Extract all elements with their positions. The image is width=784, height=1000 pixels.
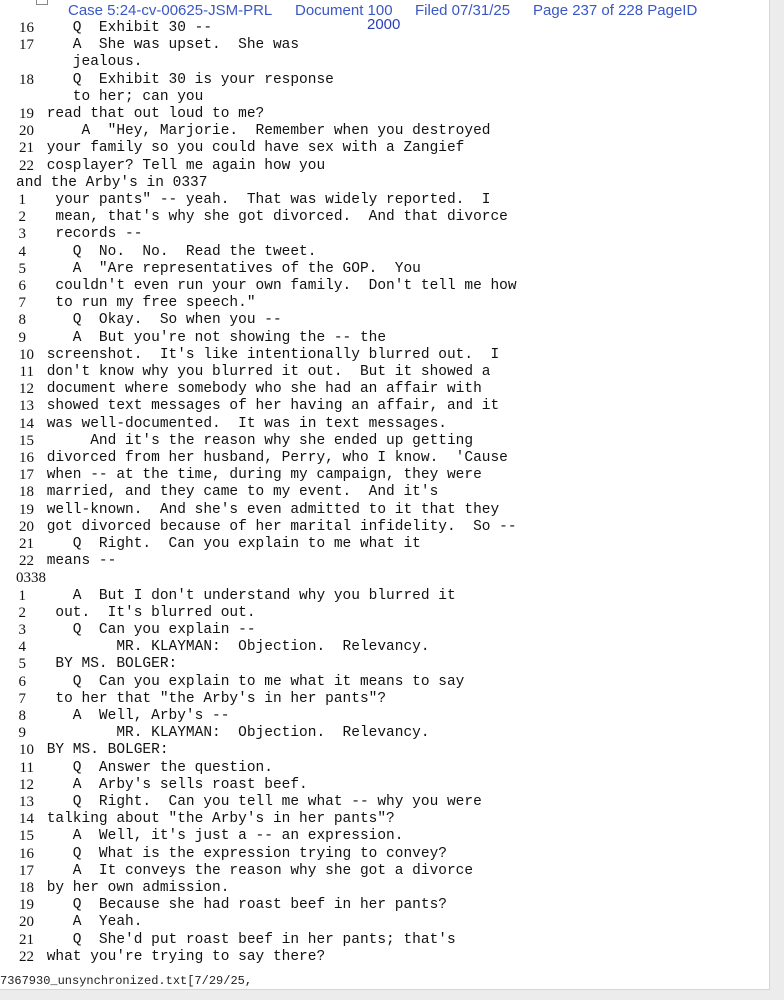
page-corner-marker: [36, 0, 48, 5]
transcript-line: [0, 760, 770, 777]
line-text: got divorced because of her marital infidelity. So --: [38, 518, 517, 535]
transcript-line: [0, 742, 770, 759]
transcript-line: [0, 450, 770, 467]
line-number: 13: [19, 794, 34, 810]
line-number: 15: [19, 432, 34, 449]
transcript-line: [0, 226, 770, 243]
line-text: MR. KLAYMAN: Objection. Relevancy.: [38, 639, 430, 656]
line-text: BY MS. BOLGER:: [38, 656, 178, 673]
transcript-line: [0, 347, 770, 364]
line-text: divorced from her husband, Perry, who I know. 'Cause: [38, 450, 508, 466]
line-number: 16: [19, 845, 34, 862]
transcript-line: [0, 914, 770, 931]
line-text: Q Can you explain --: [38, 622, 256, 638]
line-number: 14: [19, 811, 34, 828]
line-text: A She was upset. She was: [38, 37, 300, 54]
line-text: read that out loud to me?: [38, 106, 265, 122]
transcript-line: [0, 175, 770, 192]
transcript-line: [0, 37, 770, 54]
transcript-line: [0, 708, 770, 725]
line-text: Q No. No. Read the tweet.: [38, 243, 317, 260]
line-number: 3: [18, 226, 26, 243]
line-text: Q Okay. So when you --: [38, 312, 282, 329]
transcript-line: [0, 519, 770, 536]
line-text: A But you're not showing the -- the: [38, 329, 387, 346]
transcript-line: [0, 72, 770, 89]
line-text: to her that "the Arby's in her pants"?: [38, 690, 387, 707]
line-text: don't know why you blurred it out. But it showed a: [38, 364, 491, 380]
line-number: 17: [19, 862, 34, 879]
transcript-line: [0, 54, 770, 71]
line-number: 8: [18, 708, 26, 724]
transcript-line: [0, 639, 770, 656]
transcript-line: [0, 20, 770, 37]
line-number: 21: [19, 536, 34, 552]
transcript-line: [0, 536, 770, 553]
transcript-line: [0, 863, 770, 880]
line-text: And it's the reason why she ended up getting: [38, 432, 474, 449]
line-number: 12: [19, 381, 34, 398]
line-number: 20: [19, 914, 34, 931]
line-text: and the Arby's in 0337: [16, 174, 208, 191]
line-number: 6: [18, 278, 26, 294]
transcript-line: [0, 828, 770, 845]
line-number: 22: [19, 948, 34, 965]
line-number: 18: [19, 484, 34, 501]
line-text: A But I don't understand why you blurred it: [38, 587, 456, 604]
line-number: 16: [19, 450, 34, 466]
line-text: Q Right. Can you tell me what -- why you were: [38, 794, 482, 810]
document-number: Document 100: [295, 2, 393, 19]
line-number: 1: [18, 192, 26, 208]
line-number: 22: [19, 157, 34, 174]
line-number: 1: [18, 587, 26, 604]
line-text: was well-documented. It was in text messages.: [38, 415, 447, 432]
line-text: out. It's blurred out.: [38, 604, 256, 621]
transcript-line: [0, 777, 770, 794]
transcript-line: [0, 656, 770, 673]
transcript-line: [0, 880, 770, 897]
line-number: 16: [19, 20, 34, 36]
transcript-line: [0, 691, 770, 708]
line-text: to her; can you: [38, 88, 204, 105]
line-number: 20: [19, 518, 34, 535]
transcript-line: [0, 932, 770, 949]
line-text: A Arby's sells roast beef.: [38, 776, 308, 793]
line-number: 18: [19, 880, 34, 896]
line-number: 2: [18, 604, 26, 621]
line-number: 12: [19, 776, 34, 793]
transcript-line: [0, 295, 770, 312]
transcript-line: [0, 588, 770, 605]
transcript-line: [0, 106, 770, 123]
transcript-line: [0, 364, 770, 381]
line-text: well-known. And she's even admitted to it that they: [38, 501, 500, 518]
line-text: by her own admission.: [38, 880, 230, 896]
line-number: 17: [19, 37, 34, 54]
line-text: Q Can you explain to me what it means to say: [38, 673, 465, 690]
line-number: 4: [18, 243, 26, 260]
line-text: records --: [38, 226, 143, 243]
court-filing-header: [68, 2, 768, 20]
line-number: 2: [18, 209, 26, 226]
line-number: 10: [19, 742, 34, 759]
line-text: to run my free speech.": [38, 295, 256, 312]
line-text: A Well, Arby's --: [38, 708, 230, 724]
line-number: 15: [19, 828, 34, 845]
line-text: A "Hey, Marjorie. Remember when you destroyed: [38, 123, 491, 140]
line-number: 20: [19, 123, 34, 140]
line-number: 7: [18, 690, 26, 707]
transcript-line: [0, 330, 770, 347]
line-number: 7: [18, 295, 26, 312]
line-text: Q She'd put roast beef in her pants; that's: [38, 931, 456, 948]
transcript-line: [0, 140, 770, 157]
line-text: jealous.: [38, 54, 143, 71]
line-number: 10: [19, 346, 34, 363]
transcript-line: [0, 398, 770, 415]
line-text: document where somebody who she had an affair with: [38, 381, 482, 398]
line-number: 18: [19, 71, 34, 88]
transcript-line: [0, 467, 770, 484]
transcript-line: [0, 209, 770, 226]
transcript-line: [0, 949, 770, 966]
transcript-line: [0, 811, 770, 828]
line-text: Q Answer the question.: [38, 759, 273, 776]
line-text: Q Because she had roast beef in her pants?: [38, 897, 447, 914]
line-text: A Well, it's just a -- an expression.: [38, 828, 404, 845]
line-text: Q What is the expression trying to convey?: [38, 845, 447, 862]
line-number: 5: [18, 656, 26, 673]
line-number: 4: [18, 639, 26, 656]
transcript-line: [0, 192, 770, 209]
transcript-line: [0, 502, 770, 519]
line-text: your pants" -- yeah. That was widely reported. I: [38, 192, 491, 208]
vertical-scrollbar[interactable]: [769, 0, 784, 1000]
transcript-line: [0, 570, 770, 587]
transcript-line: [0, 897, 770, 914]
line-text: cosplayer? Tell me again how you: [38, 157, 326, 174]
line-text: what you're trying to say there?: [38, 948, 326, 965]
transcript-line: [0, 381, 770, 398]
line-number: 21: [19, 931, 34, 948]
line-text: couldn't even run your own family. Don't tell me how: [38, 278, 517, 294]
line-number: 14: [19, 415, 34, 432]
transcript-line: [0, 622, 770, 639]
line-text: A "Are representatives of the GOP. You: [38, 260, 421, 277]
transcript-line: [0, 123, 770, 140]
transcript-line: [0, 89, 770, 106]
line-number: 21: [19, 140, 34, 157]
transcript-line: [0, 794, 770, 811]
transcript-line: [0, 674, 770, 691]
line-text: when -- at the time, during my campaign, they were: [38, 467, 482, 484]
line-text: married, and they came to my event. And it's: [38, 484, 439, 501]
transcript-line: [0, 158, 770, 175]
line-text: Q Exhibit 30 is your response: [38, 71, 334, 88]
line-text: A Yeah.: [38, 914, 143, 931]
line-text: your family so you could have sex with a Zangief: [38, 140, 465, 157]
transcript-line: [0, 244, 770, 261]
line-text: A It conveys the reason why she got a divorce: [38, 862, 474, 879]
filed-date: Filed 07/31/25: [415, 2, 511, 19]
line-text: means --: [38, 553, 117, 570]
line-number: 19: [19, 501, 34, 518]
transcript-line: [0, 725, 770, 742]
line-number: 17: [19, 467, 34, 484]
line-number: 9: [18, 725, 26, 742]
page-marker: 0338: [16, 570, 46, 587]
transcript-line: [0, 261, 770, 278]
line-number: 19: [19, 897, 34, 914]
line-text: talking about "the Arby's in her pants"?: [38, 811, 395, 828]
transcript-line: [0, 484, 770, 501]
transcript-line: [0, 433, 770, 450]
line-number: 11: [19, 759, 34, 776]
transcript-line: [0, 416, 770, 433]
line-number: 19: [19, 106, 34, 122]
line-number: 11: [19, 364, 34, 380]
line-number: 22: [19, 553, 34, 570]
line-text: showed text messages of her having an affair, and it: [38, 398, 500, 415]
line-number: 13: [19, 398, 34, 415]
horizontal-scrollbar[interactable]: [0, 989, 770, 1000]
line-number: 3: [18, 622, 26, 638]
line-number: 5: [18, 260, 26, 277]
footer-filename: 7367930_unsynchronized.txt[7/29/25,: [0, 974, 253, 988]
transcript-line: [0, 312, 770, 329]
transcript-line: [0, 553, 770, 570]
line-text: MR. KLAYMAN: Objection. Relevancy.: [38, 725, 430, 742]
page-count: Page 237 of 228 PageID: [533, 2, 698, 19]
line-number: 9: [18, 329, 26, 346]
line-text: BY MS. BOLGER:: [38, 742, 169, 759]
line-text: mean, that's why she got divorced. And that divorce: [38, 209, 508, 226]
transcript-line: [0, 605, 770, 622]
line-number: 6: [18, 673, 26, 690]
transcript-line: [0, 278, 770, 295]
case-number: Case 5:24-cv-00625-JSM-PRL: [68, 2, 273, 19]
transcript-line: [0, 846, 770, 863]
page-id-number: 2000: [367, 16, 401, 33]
line-text: screenshot. It's like intentionally blurred out. I: [38, 346, 500, 363]
line-text: Q Exhibit 30 --: [38, 20, 213, 36]
line-text: Q Right. Can you explain to me what it: [38, 536, 421, 552]
line-number: 8: [18, 312, 26, 329]
